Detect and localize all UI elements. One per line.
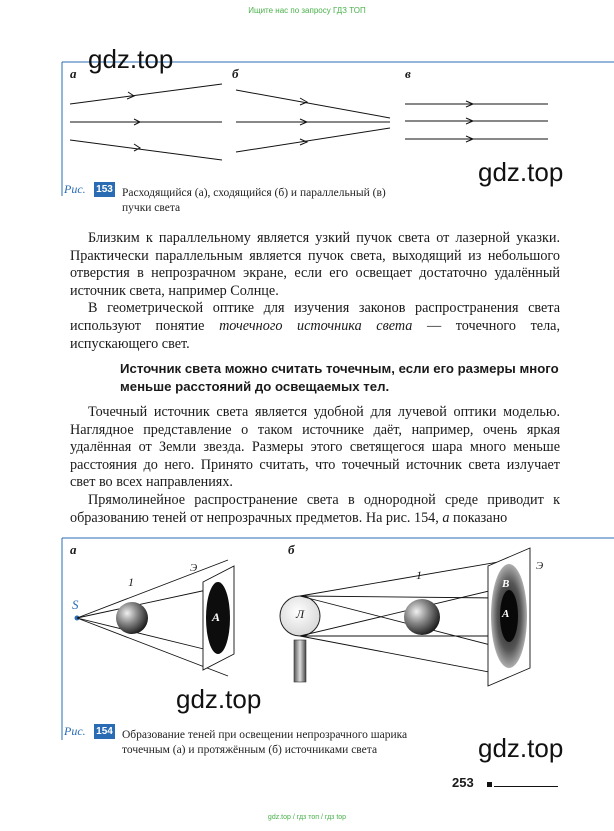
watermark: gdz.top — [478, 157, 564, 187]
fig153-number: 153 — [94, 182, 115, 197]
paragraph: Близким к параллельному является узкий пучок света от лазерной указки. Практически параллельным является пучок света, выходящий из небольшого отверстия в непрозрачном экране, если его освещает достаточно удалённый источник света, например Солнце. — [70, 230, 560, 299]
page-marker — [487, 782, 492, 787]
fig153-label: Рис. — [64, 182, 86, 196]
paragraph: В геометрической оптике для изучения законов распространения света используют понятие точечного источника света — точечного тела, испускающего свет. — [70, 300, 560, 352]
ball-b — [404, 599, 440, 635]
bottom-banner[interactable]: gdz.top / гдз топ / гдз top — [267, 814, 347, 821]
top-banner[interactable]: Ищите нас по запросу ГДЗ ТОП — [248, 6, 366, 15]
watermark: gdz.top — [176, 684, 262, 714]
fig154-label: Рис. — [64, 724, 86, 738]
fig153-panel-v-label: в — [405, 66, 411, 81]
watermark: gdz.top — [478, 733, 564, 763]
fig154-panel-b-label: б — [288, 542, 295, 557]
point-source-setup — [75, 560, 235, 676]
fig153-caption-line1: Расходящийся (а), сходящийся (б) и параллельный (в) — [122, 187, 386, 199]
source-label: S — [72, 597, 79, 612]
fig153-caption-line2: пучки света — [122, 202, 181, 214]
page-rule — [494, 786, 558, 787]
fig153-panel-a-label: а — [70, 66, 77, 81]
shadow-label-a: А — [212, 610, 221, 624]
penumbra-label: В — [502, 578, 510, 590]
fig154-panel-a-label: а — [70, 542, 77, 557]
emphasis: а — [442, 509, 450, 526]
lamp-label: Л — [296, 607, 305, 621]
ball-label-a: 1 — [128, 575, 134, 589]
screen-label-a: Э — [190, 562, 198, 574]
umbra-label: А — [502, 608, 510, 620]
lamp-stand — [294, 640, 306, 682]
watermark: gdz.top — [88, 44, 174, 74]
paragraph: Точечный источник света является удобной для лучевой оптики моделью. Наглядное представление о таком источнике даёт, например, очень яркая удалённая от Земли звезда. Размеры этого светящегося шара много меньше расстояния до него. Принято считать, что точечный источник света излучает свет во всех направлениях. — [70, 404, 560, 491]
fig153-panel-b-label: б — [232, 66, 239, 81]
screen-label-b: Э — [536, 560, 544, 572]
paragraph: Прямолинейное распространение света в однородной среде приводит к образованию теней от непрозрачных предметов. На рис. 154, а показано — [70, 491, 560, 526]
emphasis: точечного источника света — [219, 317, 413, 334]
extended-source-setup — [280, 548, 530, 686]
rule-definition: Источник света можно считать точечным, если его размеры много меньше расстояний до освещаемых тел. — [120, 361, 559, 394]
ball-a — [116, 602, 148, 634]
ball-label-b: 1 — [416, 568, 422, 582]
fig154-caption-line1: Образование теней при освещении непрозрачного шарика — [122, 729, 408, 741]
page-number: 253 — [452, 775, 474, 790]
fig154-caption-line2: точечным (а) и протяжённым (б) источниками света — [122, 744, 378, 756]
fig154-number: 154 — [94, 724, 115, 739]
